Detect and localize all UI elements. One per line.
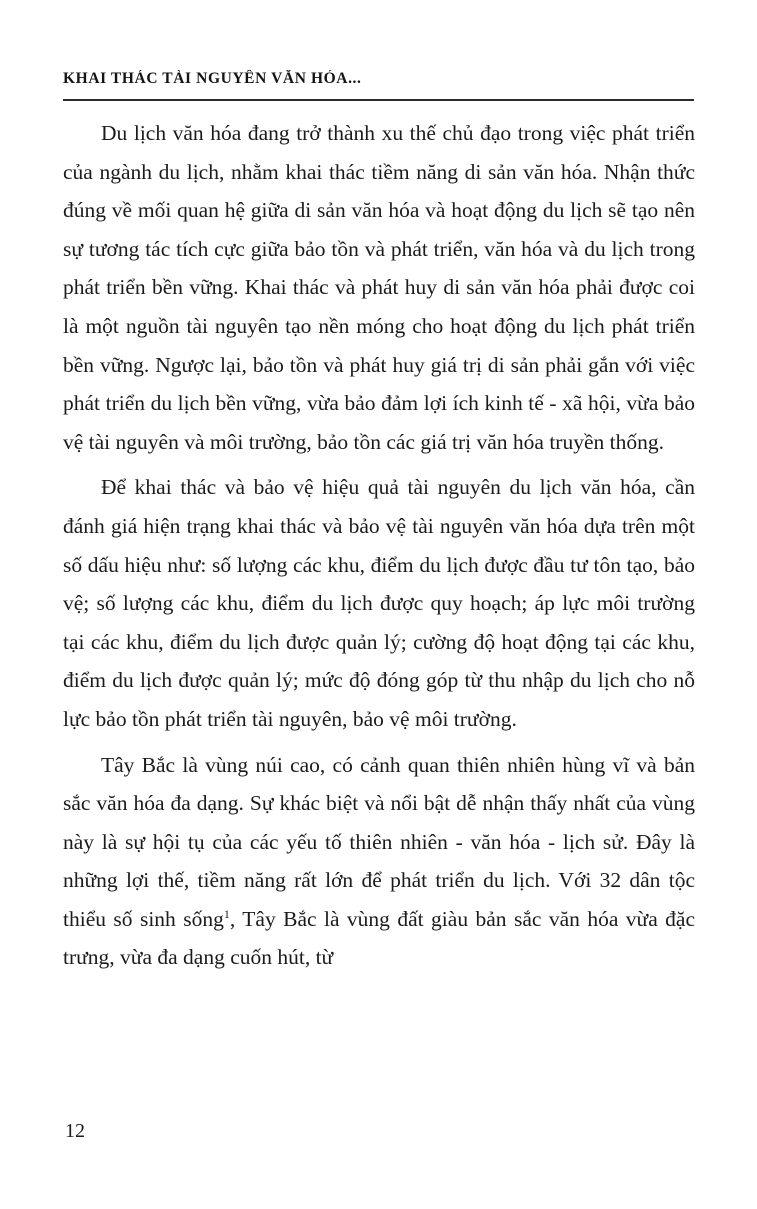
running-head: KHAI THÁC TÀI NGUYÊN VĂN HÓA...: [63, 70, 362, 87]
paragraph-3: [63, 746, 695, 978]
page-number: 12: [65, 1120, 85, 1142]
paragraph-2: Để khai thác và bảo vệ hiệu quả tài nguyên du lịch văn hóa, cần đánh giá hiện trạng khai thác và bảo vệ tài nguyên văn hóa dựa trên một số dấu hiệu như: số lượng các khu, điểm du lịch được đầu tư tôn tạo, bảo vệ; số lượng các khu, điểm du lịch được quy hoạch; áp lực môi trường tại các khu, điểm du lịch được quản lý; cường độ hoạt động tại các khu, điểm du lịch được quản lý; mức độ đóng góp từ thu nhập du lịch cho nỗ lực bảo tồn phát triển tài nguyên, bảo vệ môi trường.: [63, 475, 695, 731]
paragraph-3-text-after-footnote: , Tây Bắc là vùng đất giàu bản sắc văn hóa vừa đặc trưng, vừa đa dạng cuốn hút, từ: [63, 906, 695, 970]
footnote-marker: 1: [223, 906, 230, 921]
header-divider: [63, 99, 694, 101]
paragraph-3-text-before-footnote: Tây Bắc là vùng núi cao, có cảnh quan thiên nhiên hùng vĩ và bản sắc văn hóa đa dạng. Sự khác biệt và nổi bật dễ nhận thấy nhất của vùng này là sự hội tụ của các yếu tố thiên nhiên - văn hóa - lịch sử. Đây là những lợi thế, tiềm năng rất lớn để phát triển du lịch. Với 32 dân tộc thiểu số sinh sống: [63, 752, 695, 931]
paragraph-1: Du lịch văn hóa đang trở thành xu thế chủ đạo trong việc phát triển của ngành du lịch, nhằm khai thác tiềm năng di sản văn hóa. Nhận thức đúng về mối quan hệ giữa di sản văn hóa và hoạt động du lịch sẽ tạo nên sự tương tác tích cực giữa bảo tồn và phát triển, văn hóa và du lịch trong phát triển bền vững. Khai thác và phát huy di sản văn hóa phải được coi là một nguồn tài nguyên tạo nền móng cho hoạt động du lịch phát triển bền vững. Ngược lại, bảo tồn và phát huy giá trị di sản phải gắn với việc phát triển du lịch bền vững, vừa bảo đảm lợi ích kinh tế - xã hội, vừa bảo vệ tài nguyên và môi trường, bảo tồn các giá trị văn hóa truyền thống.: [63, 121, 695, 454]
page-body: [63, 114, 695, 977]
